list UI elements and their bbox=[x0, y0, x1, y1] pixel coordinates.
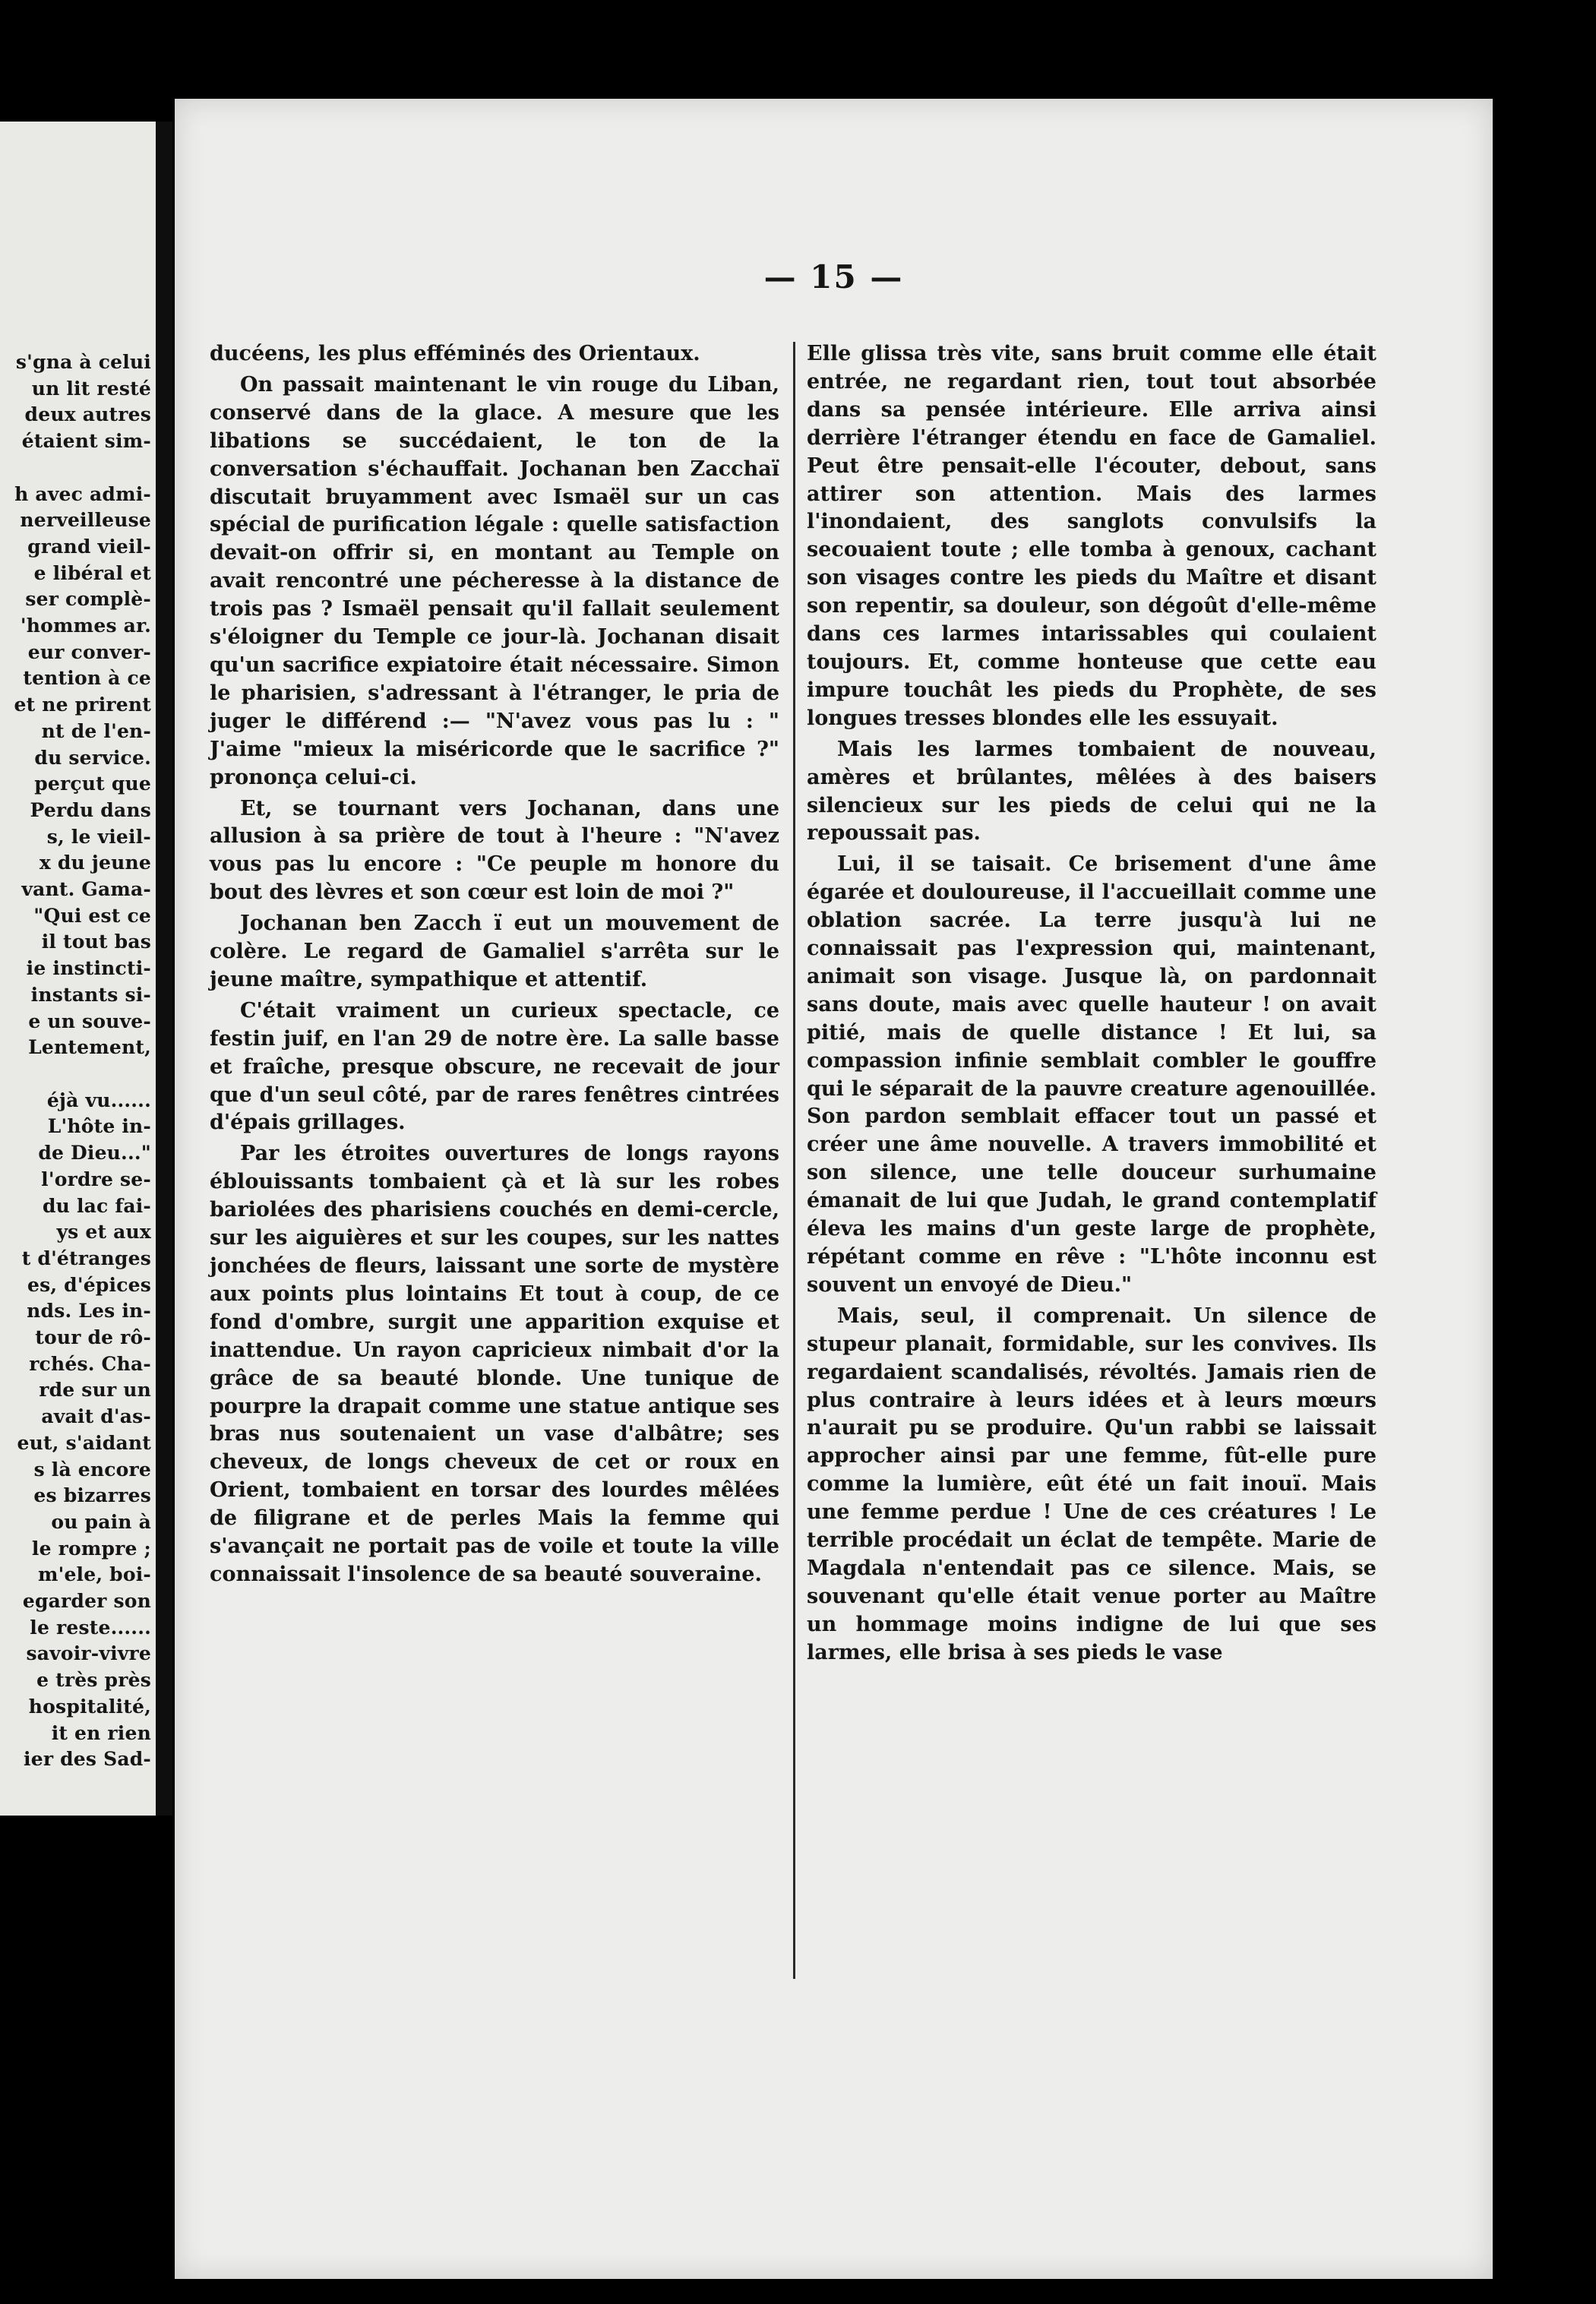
previous-page-line: ys et aux bbox=[56, 1221, 151, 1244]
previous-page-line: Perdu dans bbox=[30, 798, 151, 821]
previous-page-line: ier des Sad- bbox=[24, 1748, 151, 1771]
paragraph: Et, se tournant vers Jochanan, dans une allusion à sa prière de tout à l'heure : "N'avez vous pas lu encore : "Ce peuple m honore du bout des lèvres et son cœur est loin de moi ?" bbox=[210, 796, 779, 905]
column-divider bbox=[793, 342, 795, 1979]
previous-page-line: rde sur un bbox=[39, 1379, 151, 1402]
paragraph: Par les étroites ouvertures de longs rayons éblouissants tombaient çà et là sur les robes bariolées des pharisiens couchés en demi-cercle, sur les aiguières et sur les coupes, sur les nattes jonchées de fleurs, laissant une sorte de mystère aux points plus lointains Et tout à coup, de ce fond d'ombre, surgit une apparition exquise et inattendue. Un rayon capricieux nimbait d'or la grâce de sa beauté blonde. Une tunique de pourpre la drapait comme une statue antique ses bras nus soutenaient un vase d'albâtre; ses cheveux, de longs cheveux de cet or roux en Orient, tombaient en torsar des lourdes mêlées de filigrane et de perles Mais la femme qui s'avançait ne portait pas de voile et toute la ville connaissait l'insolence de sa beauté souveraine. bbox=[210, 1142, 779, 1586]
previous-page-line: m'ele, boi- bbox=[37, 1563, 151, 1586]
previous-page-line: s là encore bbox=[33, 1458, 151, 1481]
previous-page-line bbox=[0, 455, 151, 482]
paragraph: ducéens, les plus efféminés des Orientaux. bbox=[210, 342, 700, 365]
previous-page-line: x du jeune bbox=[39, 852, 151, 874]
previous-page-line: ser complè- bbox=[25, 588, 151, 611]
left-column bbox=[210, 340, 779, 1589]
previous-page-line: avait d'as- bbox=[41, 1405, 151, 1428]
paragraph: Mais les larmes tombaient de nouveau, amères et brûlantes, mêlées à des baisers silencieux sur les pieds de celui qui ne la repoussait pas. bbox=[807, 737, 1376, 845]
previous-page-line: vant. Gama- bbox=[21, 878, 151, 901]
previous-page-line: un lit resté bbox=[31, 377, 151, 400]
previous-page-line: le reste...... bbox=[30, 1616, 151, 1639]
previous-page-line: de Dieu..." bbox=[38, 1142, 151, 1165]
previous-page-line: le rompre ; bbox=[31, 1537, 151, 1560]
previous-page-line: éjà vu...... bbox=[46, 1089, 151, 1111]
previous-page-line: es bizarres bbox=[33, 1484, 151, 1507]
previous-page-line: s, le vieil- bbox=[46, 825, 151, 848]
previous-page-line: h avec admi- bbox=[14, 482, 151, 505]
page-number: — 15 — bbox=[763, 258, 904, 296]
previous-page-line: e très près bbox=[36, 1669, 151, 1692]
previous-page-line: nerveilleuse bbox=[20, 509, 151, 532]
paragraph: Jochanan ben Zacch ï eut un mouvement de colère. Le regard de Gamaliel s'arrêta sur le jeune maître, sympathique et attentif. bbox=[210, 912, 779, 991]
previous-page-line: du lac fai- bbox=[42, 1194, 151, 1217]
previous-page-line: 'hommes ar. bbox=[20, 615, 151, 637]
previous-page-line: tention à ce bbox=[23, 667, 151, 690]
paragraph: Lui, il se taisait. Ce brisement d'une âme égarée et douloureuse, il l'accueillait comme une oblation sacrée. La terre jusqu'à lui ne connaissait pas l'expression qui, maintenant, animait son visage. Jusque là, on pardonnait sans doute, mais avec quelle hauteur ! on avait pitié, mais de quelle distance ! Et lui, sa compassion infinie semblait combler le gouffre qui le séparait de la pauvre creature agenouillée. Son pardon semblait effacer tout un passé et créer une âme nouvelle. A travers immobilité et son silence, une telle douceur surhumaine émanait de lui que Judah, le grand contemplatif éleva les mains d'un geste large de prophète, répétant comme en rêve : "L'hôte inconnu est souvent un envoyé de Dieu." bbox=[807, 852, 1376, 1297]
previous-page-line: e libéral et bbox=[33, 561, 151, 584]
previous-page-line: et ne prirent bbox=[14, 694, 151, 716]
previous-page-line: ou pain à bbox=[51, 1510, 151, 1533]
paragraph: Elle glissa très vite, sans bruit comme elle était entrée, ne regardant rien, tout tout absorbée dans sa pensée intérieure. Elle arriva ainsi derrière l'étranger étendu en face de Gamaliel. Peut être pensait-elle l'écouter, debout, sans attirer son attention. Mais des larmes l'inondaient, des sanglots convulsifs la secouaient toute ; elle tomba à genoux, cachant son visages contre les pieds du Maître et disant son repentir, sa douleur, son dégoût d'elle-même dans ces larmes intarissables qui coulaient toujours. Et, comme honteuse que cette eau impure touchât les pieds du Prophète, de ses longues tresses blondes elle les essuyait. bbox=[807, 342, 1376, 730]
previous-page-line: it en rien bbox=[51, 1721, 151, 1744]
previous-page-line: grand vieil- bbox=[27, 535, 151, 558]
previous-page-line: nds. Les in- bbox=[27, 1300, 151, 1323]
previous-page-line: eut, s'aidant bbox=[17, 1431, 151, 1454]
previous-page-line: savoir-vivre bbox=[26, 1642, 151, 1665]
previous-page-line: t d'étranges bbox=[21, 1247, 151, 1269]
previous-page-line: nt de l'en- bbox=[41, 719, 151, 742]
previous-page-line: perçut que bbox=[34, 773, 151, 795]
previous-page-line: rchés. Cha- bbox=[29, 1352, 151, 1375]
previous-page-line: L'hôte in- bbox=[47, 1115, 151, 1138]
previous-page-line: es, d'épices bbox=[27, 1273, 151, 1296]
previous-page-line: eur conver- bbox=[27, 640, 151, 663]
previous-page-line: Lentement, bbox=[28, 1036, 151, 1059]
previous-page-line: tour de rô- bbox=[35, 1326, 151, 1349]
previous-page-line: "Qui est ce bbox=[33, 904, 151, 927]
previous-page-line: étaient sim- bbox=[21, 430, 151, 453]
right-column bbox=[807, 340, 1376, 1667]
previous-page bbox=[0, 122, 172, 1816]
previous-page-line bbox=[0, 1061, 151, 1088]
previous-page-line: hospitalité, bbox=[28, 1695, 151, 1718]
paragraph: On passait maintenant le vin rouge du Liban, conservé dans de la glace. A mesure que les libations se succédaient, le ton de la conversation s'échauffait. Jochanan ben Zacchaï discutait bruyamment avec Ismaël sur un cas spécial de purification légale : quelle satisfaction devait-on offrir si, en montant au Temple on avait rencontré une pécheresse à la distance de trois pas ? Ismaël pensait qu'il fallait seulement s'éloigner du Temple ce jour-là. Jochanan disait qu'un sacrifice expiatoire était nécessaire. Simon le pharisien, s'adressant à l'étranger, le pria de juger le différend :— "N'avez vous pas lu : " J'aime "mieux la miséricorde que le sacrifice ?" prononça celui-ci. bbox=[210, 372, 779, 789]
previous-page-line: instants si- bbox=[30, 983, 151, 1006]
previous-page-text bbox=[0, 349, 151, 1773]
previous-page-line: ie instincti- bbox=[26, 957, 151, 980]
previous-page-line: l'ordre se- bbox=[41, 1168, 151, 1190]
previous-page-line: du service. bbox=[34, 746, 151, 769]
previous-page-line: il tout bas bbox=[41, 931, 151, 953]
previous-page-line: s'gna à celui bbox=[15, 351, 151, 373]
page bbox=[175, 99, 1493, 2279]
paragraph: C'était vraiment un curieux spectacle, ce festin juif, en l'an 29 de notre ère. La salle basse et fraîche, presque obscure, ne recevait de jour que d'un seul côté, par de rares fenêtres cintrées d'épais grillages. bbox=[210, 998, 779, 1135]
previous-page-line: egarder son bbox=[22, 1590, 151, 1613]
paragraph: Mais, seul, il comprenait. Un silence de stupeur planait, formidable, sur les convives. Ils regardaient scandalisés, révoltés. Jamais rien de plus contraire à leurs idées et à leurs mœurs n'aurait pu se produire. Qu'un rabbi se laissait approcher ainsi par une femme, fût-elle pure comme la lumière, eût été un fait inouï. Mais une femme perdue ! Une de ces créatures ! Le terrible procédait un éclat de tempête. Marie de Magdala n'entendait pas ce silence. Mais, se souvenant qu'elle était venue porter au Maître un hommage moins indigne de lui que ses larmes, elle brisa à ses pieds le vase bbox=[807, 1304, 1376, 1664]
previous-page-line: deux autres bbox=[24, 403, 151, 426]
previous-page-line: e un souve- bbox=[28, 1010, 151, 1032]
